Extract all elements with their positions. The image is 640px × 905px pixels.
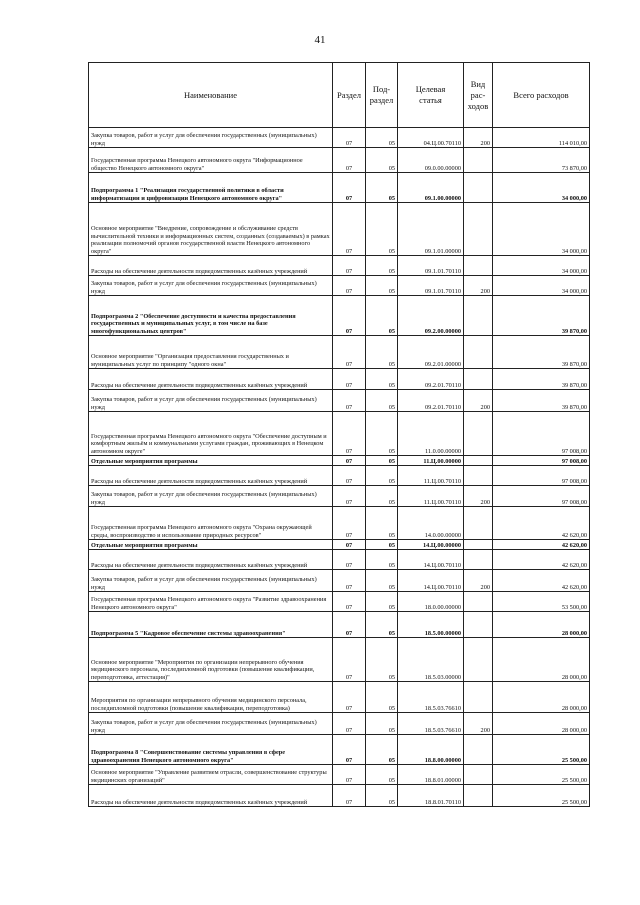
row-name: Основное мероприятие "Внедрение, сопровождение и обслуживание средств вычислительной техники и информационных систем, созданных (создаваемых) в рамках реализации полномочий органов государственной власти Ненецкого автономного округа" bbox=[89, 203, 333, 256]
row-name: Основное мероприятие "Мероприятия по организации непрерывного обучения медицинского персонала, последипломной подготовки (повышение квалификации, переподготовка, аттестация)" bbox=[89, 638, 333, 682]
table-row bbox=[89, 765, 590, 785]
row-target-article: 11.Ц.00.70110 bbox=[398, 486, 464, 507]
row-target-article: 11.Ц.00.70110 bbox=[398, 466, 464, 486]
table-row bbox=[89, 540, 590, 550]
row-subsection: 05 bbox=[366, 735, 398, 765]
row-total: 28 000,00 bbox=[493, 638, 590, 682]
row-target-article: 18.0.00.00000 bbox=[398, 592, 464, 612]
row-expense-kind: 200 bbox=[464, 390, 493, 412]
row-total: 34 000,00 bbox=[493, 256, 590, 276]
row-expense-kind bbox=[464, 256, 493, 276]
row-subsection: 05 bbox=[366, 540, 398, 550]
row-target-article: 09.1.00.00000 bbox=[398, 173, 464, 203]
row-name: Расходы на обеспечение деятельности подведомственных казённых учреждений bbox=[89, 466, 333, 486]
row-target-article: 09.1.01.00000 bbox=[398, 203, 464, 256]
table-row bbox=[89, 256, 590, 276]
row-name: Государственная программа Ненецкого автономного округа "Охрана окружающей среды, воспроизводство и использование природных ресурсов" bbox=[89, 507, 333, 540]
row-target-article: 09.2.01.70110 bbox=[398, 390, 464, 412]
row-expense-kind bbox=[464, 592, 493, 612]
row-expense-kind bbox=[464, 412, 493, 456]
header-expense-kind: Вид рас- ходов bbox=[464, 63, 493, 128]
row-expense-kind bbox=[464, 203, 493, 256]
row-total: 39 870,00 bbox=[493, 336, 590, 369]
row-subsection: 05 bbox=[366, 296, 398, 336]
table-row bbox=[89, 148, 590, 173]
row-section: 07 bbox=[333, 612, 366, 638]
row-section: 07 bbox=[333, 466, 366, 486]
row-section: 07 bbox=[333, 592, 366, 612]
row-name: Государственная программа Ненецкого автономного округа "Обеспечение доступным и комфортным жильём и коммунальными услугами граждан, проживающих в Ненецком автономном округе" bbox=[89, 412, 333, 456]
row-name: Основное мероприятие "Управление развитием отрасли, совершенствование структуры медицинских организаций" bbox=[89, 765, 333, 785]
row-section: 07 bbox=[333, 276, 366, 296]
row-expense-kind bbox=[464, 682, 493, 713]
row-target-article: 18.5.03.76610 bbox=[398, 713, 464, 735]
row-name: Закупка товаров, работ и услуг для обеспечения государственных (муниципальных) нужд bbox=[89, 570, 333, 592]
row-section: 07 bbox=[333, 486, 366, 507]
row-total: 39 870,00 bbox=[493, 369, 590, 390]
row-total: 42 620,00 bbox=[493, 540, 590, 550]
row-target-article: 11.0.00.00000 bbox=[398, 412, 464, 456]
table-row bbox=[89, 203, 590, 256]
row-target-article: 14.Ц.00.70110 bbox=[398, 550, 464, 570]
row-name: Расходы на обеспечение деятельности подведомственных казённых учреждений bbox=[89, 785, 333, 807]
row-expense-kind: 200 bbox=[464, 570, 493, 592]
row-total: 97 008,00 bbox=[493, 466, 590, 486]
table-row bbox=[89, 390, 590, 412]
row-section: 07 bbox=[333, 785, 366, 807]
row-total: 42 620,00 bbox=[493, 550, 590, 570]
row-section: 07 bbox=[333, 203, 366, 256]
row-name: Расходы на обеспечение деятельности подведомственных казённых учреждений bbox=[89, 550, 333, 570]
row-target-article: 09.0.00.00000 bbox=[398, 148, 464, 173]
row-section: 07 bbox=[333, 507, 366, 540]
row-total: 39 870,00 bbox=[493, 296, 590, 336]
row-expense-kind bbox=[464, 369, 493, 390]
row-total: 34 000,00 bbox=[493, 203, 590, 256]
page-number: 41 bbox=[314, 34, 326, 46]
row-target-article: 18.8.01.00000 bbox=[398, 765, 464, 785]
row-subsection: 05 bbox=[366, 466, 398, 486]
row-target-article: 18.5.03.00000 bbox=[398, 638, 464, 682]
row-name: Государственная программа Ненецкого автономного округа "Информационное общество Ненецкого автономного округа" bbox=[89, 148, 333, 173]
row-target-article: 09.2.01.70110 bbox=[398, 369, 464, 390]
row-expense-kind: 200 bbox=[464, 128, 493, 148]
row-total: 34 000,00 bbox=[493, 173, 590, 203]
row-target-article: 18.5.00.00000 bbox=[398, 612, 464, 638]
row-subsection: 05 bbox=[366, 390, 398, 412]
row-subsection: 05 bbox=[366, 765, 398, 785]
row-expense-kind: 200 bbox=[464, 276, 493, 296]
row-expense-kind bbox=[464, 785, 493, 807]
expenditure-table bbox=[88, 62, 590, 807]
table-body bbox=[89, 128, 590, 807]
row-section: 07 bbox=[333, 390, 366, 412]
table-header bbox=[89, 63, 590, 128]
row-name: Отдельные мероприятия программы bbox=[89, 540, 333, 550]
row-subsection: 05 bbox=[366, 785, 398, 807]
row-name: Основное мероприятие "Организация предоставления государственных и муниципальных услуг по принципу "одного окна" bbox=[89, 336, 333, 369]
row-subsection: 05 bbox=[366, 276, 398, 296]
row-name: Расходы на обеспечение деятельности подведомственных казённых учреждений bbox=[89, 369, 333, 390]
row-expense-kind bbox=[464, 456, 493, 466]
row-expense-kind bbox=[464, 507, 493, 540]
row-name: Государственная программа Ненецкого автономного округа "Развитие здравоохранения Ненецкого автономного округа" bbox=[89, 592, 333, 612]
row-total: 53 500,00 bbox=[493, 592, 590, 612]
row-total: 34 000,00 bbox=[493, 276, 590, 296]
table-row bbox=[89, 369, 590, 390]
row-target-article: 14.0.00.00000 bbox=[398, 507, 464, 540]
row-total: 97 008,00 bbox=[493, 456, 590, 466]
table-row bbox=[89, 785, 590, 807]
table-row bbox=[89, 336, 590, 369]
row-subsection: 05 bbox=[366, 638, 398, 682]
table-row bbox=[89, 638, 590, 682]
row-total: 39 870,00 bbox=[493, 390, 590, 412]
row-expense-kind bbox=[464, 173, 493, 203]
row-expense-kind bbox=[464, 148, 493, 173]
row-subsection: 05 bbox=[366, 256, 398, 276]
row-section: 07 bbox=[333, 765, 366, 785]
table-row bbox=[89, 173, 590, 203]
table-row bbox=[89, 682, 590, 713]
row-expense-kind bbox=[464, 466, 493, 486]
row-target-article: 09.1.01.70110 bbox=[398, 276, 464, 296]
row-target-article: 09.2.00.00000 bbox=[398, 296, 464, 336]
row-target-article: 14.Ц.00.70110 bbox=[398, 570, 464, 592]
row-target-article: 09.2.01.00000 bbox=[398, 336, 464, 369]
table-row bbox=[89, 486, 590, 507]
row-section: 07 bbox=[333, 713, 366, 735]
row-name: Закупка товаров, работ и услуг для обеспечения государственных (муниципальных) нужд bbox=[89, 486, 333, 507]
row-subsection: 05 bbox=[366, 203, 398, 256]
row-total: 42 620,00 bbox=[493, 570, 590, 592]
row-total: 97 008,00 bbox=[493, 412, 590, 456]
row-target-article: 18.8.00.00000 bbox=[398, 735, 464, 765]
row-name: Закупка товаров, работ и услуг для обеспечения государственных (муниципальных) нужд bbox=[89, 713, 333, 735]
row-name: Подпрограмма 1 "Реализация государственной политики в области информатизации и цифровизации Ненецкого автономного округа" bbox=[89, 173, 333, 203]
row-expense-kind bbox=[464, 765, 493, 785]
row-total: 114 010,00 bbox=[493, 128, 590, 148]
row-target-article: 14.Ц.00.00000 bbox=[398, 540, 464, 550]
row-subsection: 05 bbox=[366, 682, 398, 713]
table-row bbox=[89, 296, 590, 336]
row-expense-kind: 200 bbox=[464, 713, 493, 735]
table-row bbox=[89, 276, 590, 296]
table-row bbox=[89, 735, 590, 765]
row-section: 07 bbox=[333, 148, 366, 173]
row-section: 07 bbox=[333, 256, 366, 276]
row-expense-kind bbox=[464, 336, 493, 369]
row-expense-kind: 200 bbox=[464, 486, 493, 507]
row-subsection: 05 bbox=[366, 148, 398, 173]
row-subsection: 05 bbox=[366, 369, 398, 390]
row-name: Закупка товаров, работ и услуг для обеспечения государственных (муниципальных) нужд bbox=[89, 390, 333, 412]
row-section: 07 bbox=[333, 369, 366, 390]
row-target-article: 18.8.01.70110 bbox=[398, 785, 464, 807]
row-subsection: 05 bbox=[366, 507, 398, 540]
table-row bbox=[89, 612, 590, 638]
row-subsection: 05 bbox=[366, 336, 398, 369]
table-row bbox=[89, 456, 590, 466]
row-total: 28 000,00 bbox=[493, 713, 590, 735]
row-name: Мероприятия по организации непрерывного обучения медицинского персонала, последипломной подготовки (повышение квалификации, переподготовка) bbox=[89, 682, 333, 713]
row-total: 25 500,00 bbox=[493, 765, 590, 785]
row-subsection: 05 bbox=[366, 456, 398, 466]
header-total: Всего расходов bbox=[493, 63, 590, 128]
row-subsection: 05 bbox=[366, 550, 398, 570]
row-subsection: 05 bbox=[366, 612, 398, 638]
row-target-article: 09.1.01.70110 bbox=[398, 256, 464, 276]
row-subsection: 05 bbox=[366, 412, 398, 456]
row-total: 28 000,00 bbox=[493, 612, 590, 638]
row-name: Расходы на обеспечение деятельности подведомственных казённых учреждений bbox=[89, 256, 333, 276]
header-subsection: Под- раздел bbox=[366, 63, 398, 128]
row-section: 07 bbox=[333, 456, 366, 466]
row-section: 07 bbox=[333, 412, 366, 456]
row-section: 07 bbox=[333, 735, 366, 765]
row-expense-kind bbox=[464, 540, 493, 550]
row-subsection: 05 bbox=[366, 592, 398, 612]
row-total: 73 870,00 bbox=[493, 148, 590, 173]
row-expense-kind bbox=[464, 735, 493, 765]
header-name: Наименование bbox=[89, 63, 333, 128]
row-name: Подпрограмма 2 "Обеспечение доступности и качества предоставления государственных и муниципальных услуг, в том числе на базе многофункциональных центров" bbox=[89, 296, 333, 336]
row-section: 07 bbox=[333, 682, 366, 713]
row-name: Отдельные мероприятия программы bbox=[89, 456, 333, 466]
header-section: Раздел bbox=[333, 63, 366, 128]
row-section: 07 bbox=[333, 540, 366, 550]
table-row bbox=[89, 550, 590, 570]
row-section: 07 bbox=[333, 550, 366, 570]
row-target-article: 18.5.03.76610 bbox=[398, 682, 464, 713]
row-subsection: 05 bbox=[366, 486, 398, 507]
row-name: Подпрограмма 8 "Совершенствование системы управления в сфере здравоохранения Ненецкого автономного округа" bbox=[89, 735, 333, 765]
row-total: 42 620,00 bbox=[493, 507, 590, 540]
row-total: 28 000,00 bbox=[493, 682, 590, 713]
row-section: 07 bbox=[333, 128, 366, 148]
row-section: 07 bbox=[333, 570, 366, 592]
row-name: Закупка товаров, работ и услуг для обеспечения государственных (муниципальных) нужд bbox=[89, 128, 333, 148]
row-total: 25 500,00 bbox=[493, 735, 590, 765]
table-row bbox=[89, 713, 590, 735]
table-row bbox=[89, 412, 590, 456]
table-row bbox=[89, 466, 590, 486]
row-subsection: 05 bbox=[366, 173, 398, 203]
row-section: 07 bbox=[333, 173, 366, 203]
row-subsection: 05 bbox=[366, 128, 398, 148]
table-row bbox=[89, 507, 590, 540]
row-target-article: 11.Ц.00.00000 bbox=[398, 456, 464, 466]
row-expense-kind bbox=[464, 638, 493, 682]
row-section: 07 bbox=[333, 296, 366, 336]
row-expense-kind bbox=[464, 296, 493, 336]
table-row bbox=[89, 570, 590, 592]
row-expense-kind bbox=[464, 550, 493, 570]
row-name: Подпрограмма 5 "Кадровое обеспечение системы здравоохранения" bbox=[89, 612, 333, 638]
row-section: 07 bbox=[333, 336, 366, 369]
row-total: 25 500,00 bbox=[493, 785, 590, 807]
row-total: 97 008,00 bbox=[493, 486, 590, 507]
row-name: Закупка товаров, работ и услуг для обеспечения государственных (муниципальных) нужд bbox=[89, 276, 333, 296]
row-section: 07 bbox=[333, 638, 366, 682]
row-subsection: 05 bbox=[366, 570, 398, 592]
table-row bbox=[89, 128, 590, 148]
table-row bbox=[89, 592, 590, 612]
row-subsection: 05 bbox=[366, 713, 398, 735]
row-expense-kind bbox=[464, 612, 493, 638]
row-target-article: 04.Ц.00.70110 bbox=[398, 128, 464, 148]
header-target-article: Целевая статья bbox=[398, 63, 464, 128]
